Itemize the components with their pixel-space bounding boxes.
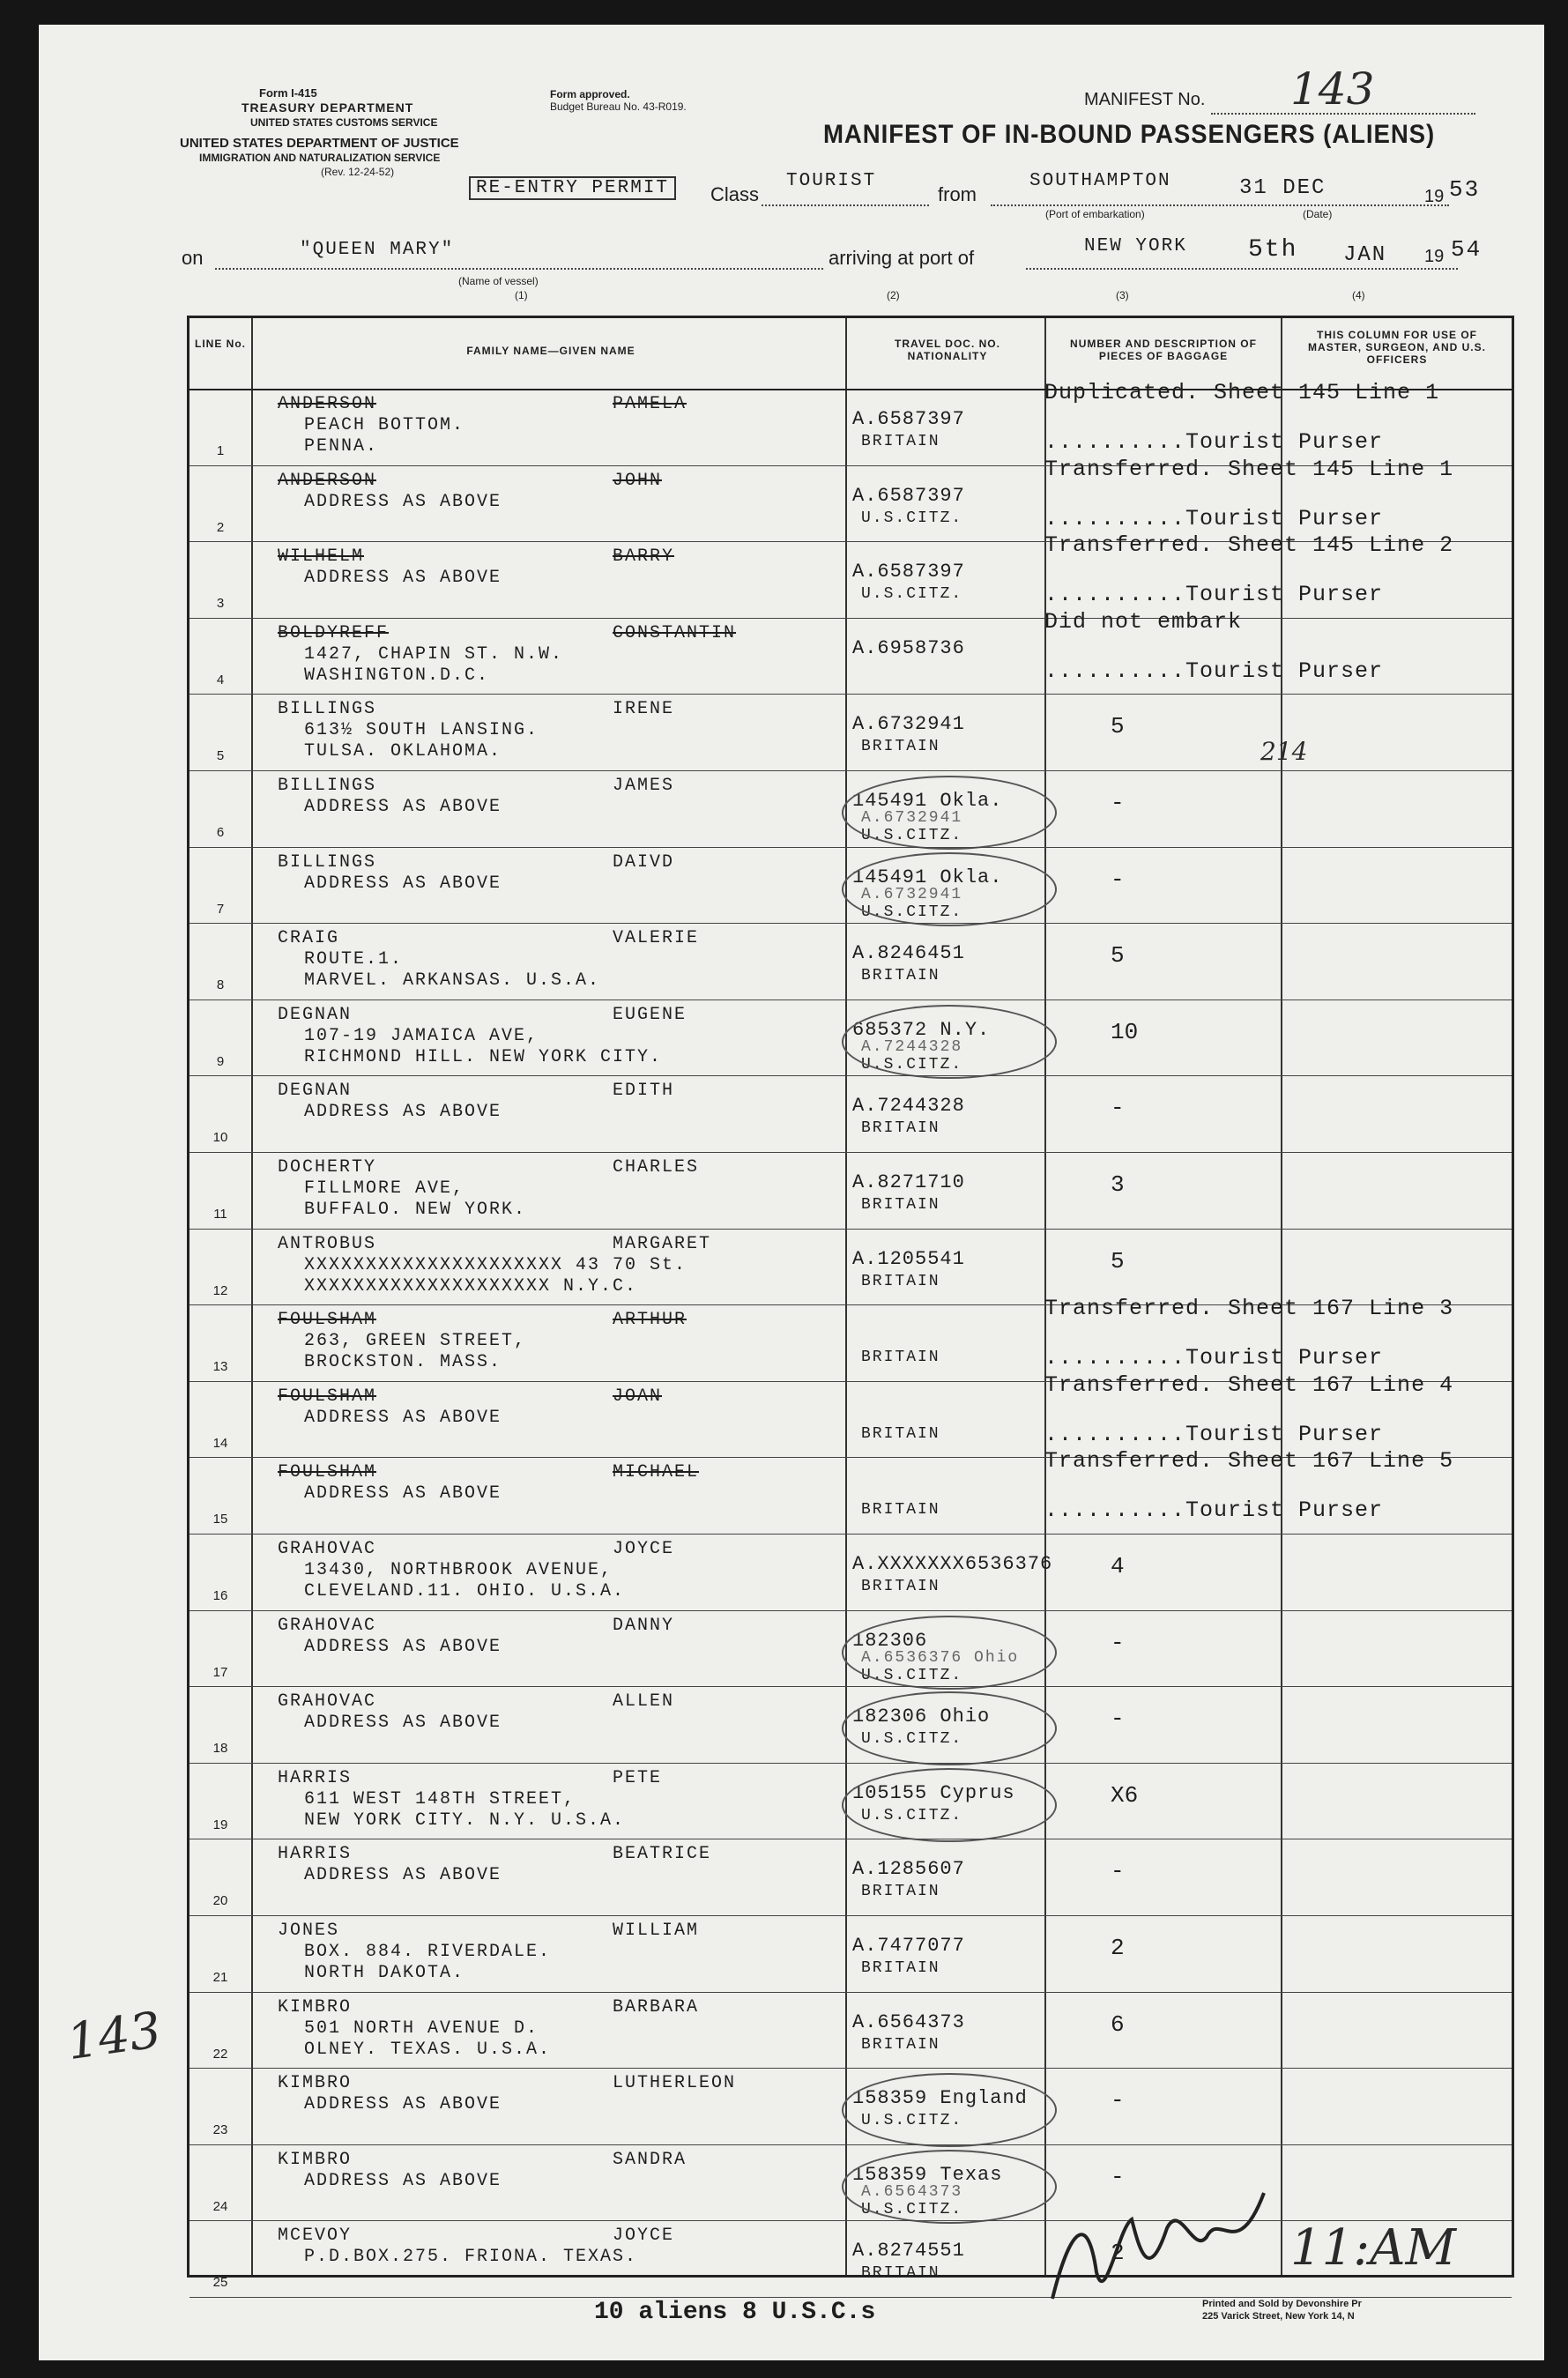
given-name: EDITH	[613, 1081, 675, 1102]
line-number: 8	[216, 977, 225, 993]
address-line-1: ADDRESS AS ABOVE	[304, 568, 502, 589]
travel-doc-secondary: A.7244328	[861, 1037, 963, 1056]
purser-note: ..........Tourist Purser	[1044, 1421, 1384, 1447]
nationality: BRITAIN	[861, 1196, 940, 1214]
travel-doc-number: 182306 Ohio	[852, 1705, 991, 1728]
family-name: DOCHERTY	[278, 1157, 377, 1178]
purser-note: ..........Tourist Purser	[1044, 582, 1384, 608]
column-header-line: LINE No.	[195, 338, 246, 350]
baggage-count: -	[1111, 1095, 1125, 1122]
circled-entry	[842, 1768, 1057, 1842]
treasury-label: TREASURY DEPARTMENT	[242, 100, 414, 115]
purser-note: ..........Tourist Purser	[1044, 1345, 1384, 1371]
arriving-label: arriving at port of	[829, 247, 975, 269]
travel-doc-number: A.6564373	[852, 2010, 965, 2033]
line-number: 20	[212, 1893, 228, 1909]
family-name: BOLDYREFF	[278, 622, 390, 643]
family-name: FOULSHAM	[278, 1386, 377, 1407]
baggage-count: 5	[1111, 942, 1125, 970]
form-number: Form I-415	[259, 86, 317, 100]
nationality: BRITAIN	[861, 1501, 940, 1520]
column-header-baggage: NUMBER AND DESCRIPTION OF PIECES OF BAGGAGE	[1070, 338, 1257, 362]
footer-summary: 10 aliens 8 U.S.C.s	[594, 2299, 876, 2326]
arrival-day: 5th	[1248, 236, 1298, 264]
time-stamp: 11:AM	[1290, 2219, 1456, 2277]
circled-entry	[842, 776, 1057, 850]
inspector-signature	[1035, 2175, 1299, 2316]
line-number: 3	[216, 596, 225, 612]
travel-doc-number: A.8271710	[852, 1171, 965, 1193]
address-line-2: PENNA.	[304, 436, 379, 457]
table-row	[189, 2068, 1512, 2144]
transfer-note: Transferred. Sheet 145 Line 1	[1044, 456, 1454, 482]
family-name: GRAHOVAC	[278, 1691, 377, 1713]
family-name: KIMBRO	[278, 2149, 353, 2170]
transfer-note: Transferred. Sheet 167 Line 5	[1044, 1448, 1454, 1475]
address-line-2: NORTH DAKOTA.	[304, 1963, 465, 1983]
transfer-note: Transferred. Sheet 167 Line 3	[1044, 1296, 1454, 1322]
address-line-1: 13430, NORTHBROOK AVENUE,	[304, 1560, 613, 1580]
table-row	[189, 1992, 1512, 2069]
nationality: BRITAIN	[861, 1119, 940, 1138]
printer-line-2: 225 Varick Street, New York 14, N	[1202, 2311, 1355, 2322]
given-name: DAIVD	[613, 851, 675, 873]
travel-doc-number: 182306	[852, 1629, 928, 1652]
col-number-3: (3)	[1116, 289, 1129, 301]
travel-doc-number: A.7477077	[852, 1935, 965, 1957]
circled-entry	[842, 1691, 1057, 1765]
nationality: U.S.CITZ.	[861, 1730, 963, 1749]
family-name: ANDERSON	[278, 394, 377, 414]
line-number: 16	[212, 1588, 228, 1603]
family-name: ANTROBUS	[278, 1233, 377, 1254]
purser-note: ..........Tourist Purser	[1044, 505, 1384, 531]
travel-doc-number: 145491 Okla.	[852, 866, 1003, 888]
family-name: ANDERSON	[278, 470, 377, 491]
nationality: U.S.CITZ.	[861, 585, 963, 604]
given-name: MICHAEL	[613, 1462, 700, 1483]
table-row	[189, 608, 1512, 695]
family-name: JONES	[278, 1921, 340, 1941]
address-line-1: PEACH BOTTOM.	[304, 415, 465, 435]
given-name: JOYCE	[613, 2226, 675, 2247]
line-number: 9	[216, 1053, 225, 1069]
nationality: BRITAIN	[861, 433, 940, 450]
address-line-2: TULSA. OKLAHOMA.	[304, 741, 502, 762]
transfer-note: Duplicated. Sheet 145 Line 1	[1044, 380, 1440, 405]
address-line-2: RICHMOND HILL. NEW YORK CITY.	[304, 1046, 663, 1067]
line-number: 22	[212, 2046, 228, 2062]
line-number: 24	[212, 2198, 228, 2214]
travel-doc-secondary: A.6536376 Ohio	[861, 1648, 1020, 1667]
family-name: KIMBRO	[278, 2073, 353, 2094]
nationality: BRITAIN	[861, 1272, 940, 1290]
col-number-1: (1)	[515, 289, 528, 301]
family-name: WILHELM	[278, 546, 365, 568]
travel-doc-number: A.6587397	[852, 561, 965, 583]
nationality: BRITAIN	[861, 1883, 940, 1901]
line-number: 5	[216, 748, 225, 764]
address-line-2: BUFFALO. NEW YORK.	[304, 1200, 527, 1220]
nationality: BRITAIN	[861, 2035, 940, 2054]
address-line-1: ADDRESS AS ABOVE	[304, 873, 502, 894]
baggage-count: 5	[1111, 713, 1125, 740]
given-name: BARRY	[613, 546, 675, 568]
table-row	[189, 1075, 1512, 1152]
nationality: U.S.CITZ.	[861, 1806, 963, 1824]
arrival-month: JAN	[1343, 243, 1387, 267]
manifest-page	[39, 25, 1544, 2360]
nationality: BRITAIN	[861, 1959, 940, 1977]
year-prefix: 19	[1424, 187, 1445, 206]
baggage-count: 2	[1111, 2240, 1125, 2267]
column-header-name: FAMILY NAME—GIVEN NAME	[466, 345, 635, 357]
table-row	[189, 1686, 1512, 1763]
customs-label: UNITED STATES CUSTOMS SERVICE	[250, 116, 438, 129]
address-line-1: 263, GREEN STREET,	[304, 1331, 527, 1352]
table-row	[189, 770, 1512, 847]
nationality: BRITAIN	[861, 1424, 940, 1443]
travel-doc-number: 145491 Okla.	[852, 790, 1003, 812]
nationality: U.S.CITZ.	[861, 903, 963, 921]
family-name: GRAHOVAC	[278, 1615, 377, 1636]
family-name: BILLINGS	[278, 776, 377, 796]
given-name: DANNY	[613, 1615, 675, 1636]
table-row	[189, 1371, 1512, 1458]
given-name: JOHN	[613, 470, 663, 491]
given-name: IRENE	[613, 699, 675, 720]
table-row	[189, 2144, 1512, 2221]
vessel-caption: (Name of vessel)	[458, 275, 539, 287]
passenger-table	[187, 316, 1514, 2291]
address-line-1: 611 WEST 148TH STREET,	[304, 1788, 576, 1810]
address-line-2: OLNEY. TEXAS. U.S.A.	[304, 2039, 552, 2060]
year-prefix: 19	[1424, 247, 1445, 266]
given-name: LUTHERLEON	[613, 2073, 737, 2094]
address-line-1: P.D.BOX.275. FRIONA. TEXAS.	[304, 2247, 638, 2268]
nationality: BRITAIN	[861, 1578, 940, 1595]
printer-line-1: Printed and Sold by Devonshire Pr	[1202, 2299, 1362, 2309]
travel-doc-number: A.8274551	[852, 2240, 965, 2263]
class-value: TOURIST	[786, 171, 877, 191]
address-line-1: ADDRESS AS ABOVE	[304, 1713, 502, 1734]
nationality: BRITAIN	[861, 1349, 940, 1367]
from-label: from	[938, 183, 977, 205]
baggage-count: 6	[1111, 2010, 1125, 2038]
budget-bureau: Budget Bureau No. 43-R019.	[550, 100, 687, 113]
line-number: 15	[212, 1512, 228, 1527]
baggage-count: 2	[1111, 1935, 1125, 1961]
baggage-count: -	[1111, 790, 1125, 816]
travel-doc-number: 158359 Texas	[852, 2163, 1003, 2186]
justice-label: UNITED STATES DEPARTMENT OF JUSTICE	[180, 136, 459, 151]
travel-doc-number: A.1205541	[852, 1247, 965, 1270]
baggage-count: 4	[1111, 1553, 1125, 1579]
line-number: 18	[212, 1741, 228, 1757]
line-number: 1	[216, 443, 225, 458]
given-name: CONSTANTIN	[613, 622, 737, 643]
port-caption: (Port of embarkation)	[1045, 208, 1145, 220]
family-name: MCEVOY	[278, 2226, 353, 2247]
table-row	[189, 1448, 1512, 1534]
given-name: PAMELA	[613, 394, 687, 414]
given-name: BEATRICE	[613, 1844, 712, 1865]
travel-doc-number: A.6732941	[852, 713, 965, 736]
port-of-embarkation: SOUTHAMPTON	[1029, 171, 1171, 191]
given-name: EUGENE	[613, 1004, 687, 1025]
line-number: 17	[212, 1664, 228, 1680]
baggage-count: 3	[1111, 1171, 1125, 1198]
table-row	[189, 1763, 1512, 1839]
travel-doc-number: A.8246451	[852, 942, 965, 965]
table-row	[189, 694, 1512, 770]
on-label: on	[182, 247, 204, 269]
address-line-1: ADDRESS AS ABOVE	[304, 1636, 502, 1657]
family-name: FOULSHAM	[278, 1462, 377, 1483]
circled-entry	[842, 1005, 1057, 1079]
table-row	[189, 1229, 1512, 1305]
address-line-2: NEW YORK CITY. N.Y. U.S.A.	[304, 1810, 626, 1831]
baggage-count: X6	[1111, 1781, 1139, 1809]
family-name: KIMBRO	[278, 1996, 353, 2018]
family-name: DEGNAN	[278, 1081, 353, 1102]
travel-doc-number: A.7244328	[852, 1095, 965, 1118]
address-line-1: FILLMORE AVE,	[304, 1178, 465, 1199]
address-line-1: ROUTE.1.	[304, 949, 404, 970]
date-caption: (Date)	[1303, 208, 1333, 220]
table-row	[189, 1839, 1512, 1915]
baggage-count: -	[1111, 1629, 1125, 1656]
class-label: Class	[710, 183, 760, 205]
port-of-arrival: NEW YORK	[1084, 236, 1187, 256]
address-line-2: CLEVELAND.11. OHIO. U.S.A.	[304, 1581, 626, 1601]
ins-label: IMMIGRATION AND NATURALIZATION SERVICE	[199, 152, 441, 164]
purser-note: ..........Tourist Purser	[1044, 429, 1384, 455]
baggage-count: -	[1111, 2087, 1125, 2114]
given-name: BARBARA	[613, 1996, 700, 2018]
line-number: 11	[213, 1207, 227, 1222]
given-name: SANDRA	[613, 2149, 687, 2170]
table-row	[189, 1534, 1512, 1610]
nationality: U.S.CITZ.	[861, 1055, 963, 1074]
given-name: JAMES	[613, 776, 675, 796]
line-number: 12	[212, 1282, 228, 1298]
address-line-1: XXXXXXXXXXXXXXXXXXXXX 43 70 St.	[304, 1254, 687, 1275]
family-name: BILLINGS	[278, 699, 377, 720]
circled-entry	[842, 2073, 1057, 2147]
address-line-1: ADDRESS AS ABOVE	[304, 1483, 502, 1505]
address-line-1: ADDRESS AS ABOVE	[304, 1102, 502, 1123]
table-row	[189, 380, 1512, 465]
address-line-2: WASHINGTON.D.C.	[304, 665, 490, 686]
line-number: 7	[216, 901, 225, 917]
nationality: BRITAIN	[861, 2264, 940, 2283]
manifest-title: MANIFEST OF IN-BOUND PASSENGERS (ALIENS)	[823, 120, 1436, 149]
transfer-note: Transferred. Sheet 167 Line 4	[1044, 1371, 1454, 1398]
reentry-permit: RE-ENTRY PERMIT	[469, 176, 676, 200]
nationality: U.S.CITZ.	[861, 827, 963, 844]
nationality: BRITAIN	[861, 738, 940, 756]
given-name: PETE	[613, 1767, 663, 1788]
travel-doc-number: A.6587397	[852, 484, 965, 507]
col-number-4: (4)	[1352, 289, 1365, 301]
line-number: 25	[212, 2275, 228, 2291]
purser-note: ..........Tourist Purser	[1044, 1497, 1384, 1524]
baggage-count: -	[1111, 866, 1125, 893]
transfer-note: Transferred. Sheet 145 Line 2	[1044, 532, 1454, 559]
table-row	[189, 1610, 1512, 1687]
address-line-1: 501 NORTH AVENUE D.	[304, 2018, 539, 2039]
family-name: HARRIS	[278, 1844, 353, 1865]
table-row	[189, 532, 1512, 618]
baggage-count: -	[1111, 1858, 1125, 1885]
travel-doc-number: 105155 Cyprus	[852, 1781, 1015, 1804]
line-number: 23	[212, 2122, 228, 2138]
column-header-travel-doc: TRAVEL DOC. NO. NATIONALITY	[895, 338, 1000, 362]
family-name: HARRIS	[278, 1767, 353, 1788]
travel-doc-number: 158359 England	[852, 2087, 1028, 2110]
address-line-1: 107-19 JAMAICA AVE,	[304, 1025, 539, 1046]
embarkation-date: 31 DEC	[1239, 176, 1326, 200]
table-row	[189, 847, 1512, 924]
purser-note: ..........Tourist Purser	[1044, 658, 1384, 684]
line-number: 4	[216, 672, 225, 687]
given-name: JOAN	[613, 1386, 663, 1407]
line-number: 19	[212, 1817, 228, 1832]
travel-doc-number: A.1285607	[852, 1858, 965, 1881]
nationality: U.S.CITZ.	[861, 2200, 963, 2218]
travel-doc-number: A.6958736	[852, 636, 965, 659]
line-number: 13	[212, 1359, 228, 1375]
address-line-1: 613½ SOUTH LANSING.	[304, 720, 539, 741]
vessel-name: "QUEEN MARY"	[300, 240, 455, 260]
circled-entry	[842, 1616, 1057, 1690]
table-row	[189, 1000, 1512, 1076]
address-line-1: ADDRESS AS ABOVE	[304, 2094, 502, 2115]
address-line-1: ADDRESS AS ABOVE	[304, 797, 502, 817]
address-line-2: MARVEL. ARKANSAS. U.S.A.	[304, 970, 601, 992]
table-row	[189, 1296, 1512, 1381]
revision-label: (Rev. 12-24-52)	[321, 166, 395, 178]
manifest-no-label: MANIFEST No.	[1084, 90, 1206, 109]
nationality: BRITAIN	[861, 967, 940, 985]
travel-doc-secondary: A.6732941	[861, 809, 963, 827]
circled-entry	[842, 2150, 1057, 2224]
family-name: CRAIG	[278, 928, 340, 949]
baggage-count: 5	[1111, 1247, 1125, 1274]
arrival-year: 54	[1451, 236, 1483, 263]
nationality: U.S.CITZ.	[861, 1666, 963, 1684]
table-row	[189, 456, 1512, 542]
baggage-count: -	[1111, 2163, 1125, 2190]
given-name: CHARLES	[613, 1157, 700, 1178]
family-name: GRAHOVAC	[278, 1539, 377, 1559]
travel-doc-number: 685372 N.Y.	[852, 1018, 991, 1041]
nationality: U.S.CITZ.	[861, 509, 963, 527]
table-row	[189, 923, 1512, 1000]
table-row	[189, 1152, 1512, 1229]
address-line-2: BROCKSTON. MASS.	[304, 1352, 502, 1373]
travel-doc-number: A.XXXXXXX6536376	[852, 1553, 1053, 1575]
address-line-1: ADDRESS AS ABOVE	[304, 1865, 502, 1886]
line-number: 10	[212, 1130, 228, 1146]
line-number: 6	[216, 825, 225, 840]
travel-doc-secondary: A.6732941	[861, 885, 963, 903]
given-name: ARTHUR	[613, 1310, 687, 1331]
line-number: 2	[216, 519, 225, 535]
table-row	[189, 1915, 1512, 1992]
margin-page-number: 143	[63, 2001, 165, 2072]
col-number-2: (2)	[887, 289, 900, 301]
column-header-officers: THIS COLUMN FOR USE OF MASTER, SURGEON, AND U.S. OFFICERS	[1308, 329, 1486, 366]
given-name: WILLIAM	[613, 1921, 700, 1941]
given-name: VALERIE	[613, 928, 700, 949]
handwritten-count: 214	[1260, 737, 1308, 766]
family-name: FOULSHAM	[278, 1310, 377, 1331]
address-line-1: ADDRESS AS ABOVE	[304, 2170, 502, 2191]
transfer-note: Did not embark	[1044, 608, 1243, 635]
baggage-count: -	[1111, 1705, 1125, 1733]
given-name: MARGARET	[613, 1233, 712, 1254]
address-line-1: ADDRESS AS ABOVE	[304, 1407, 502, 1428]
nationality: U.S.CITZ.	[861, 2112, 963, 2130]
form-approved: Form approved.	[550, 88, 630, 100]
address-line-1: ADDRESS AS ABOVE	[304, 491, 502, 512]
travel-doc-number: A.6587397	[852, 408, 965, 430]
address-line-1: 1427, CHAPIN ST. N.W.	[304, 643, 564, 665]
embarkation-year: 53	[1449, 176, 1481, 203]
address-line-1: BOX. 884. RIVERDALE.	[304, 1942, 552, 1962]
address-line-2: XXXXXXXXXXXXXXXXXXXX N.Y.C.	[304, 1275, 638, 1297]
manifest-number: 143	[1290, 63, 1375, 115]
family-name: BILLINGS	[278, 851, 377, 873]
given-name: ALLEN	[613, 1691, 675, 1713]
family-name: DEGNAN	[278, 1004, 353, 1025]
line-number: 21	[212, 1970, 228, 1985]
line-number: 14	[212, 1435, 228, 1451]
travel-doc-secondary: A.6564373	[861, 2182, 963, 2201]
given-name: JOYCE	[613, 1539, 675, 1559]
circled-entry	[842, 852, 1057, 926]
baggage-count: 10	[1111, 1018, 1139, 1045]
